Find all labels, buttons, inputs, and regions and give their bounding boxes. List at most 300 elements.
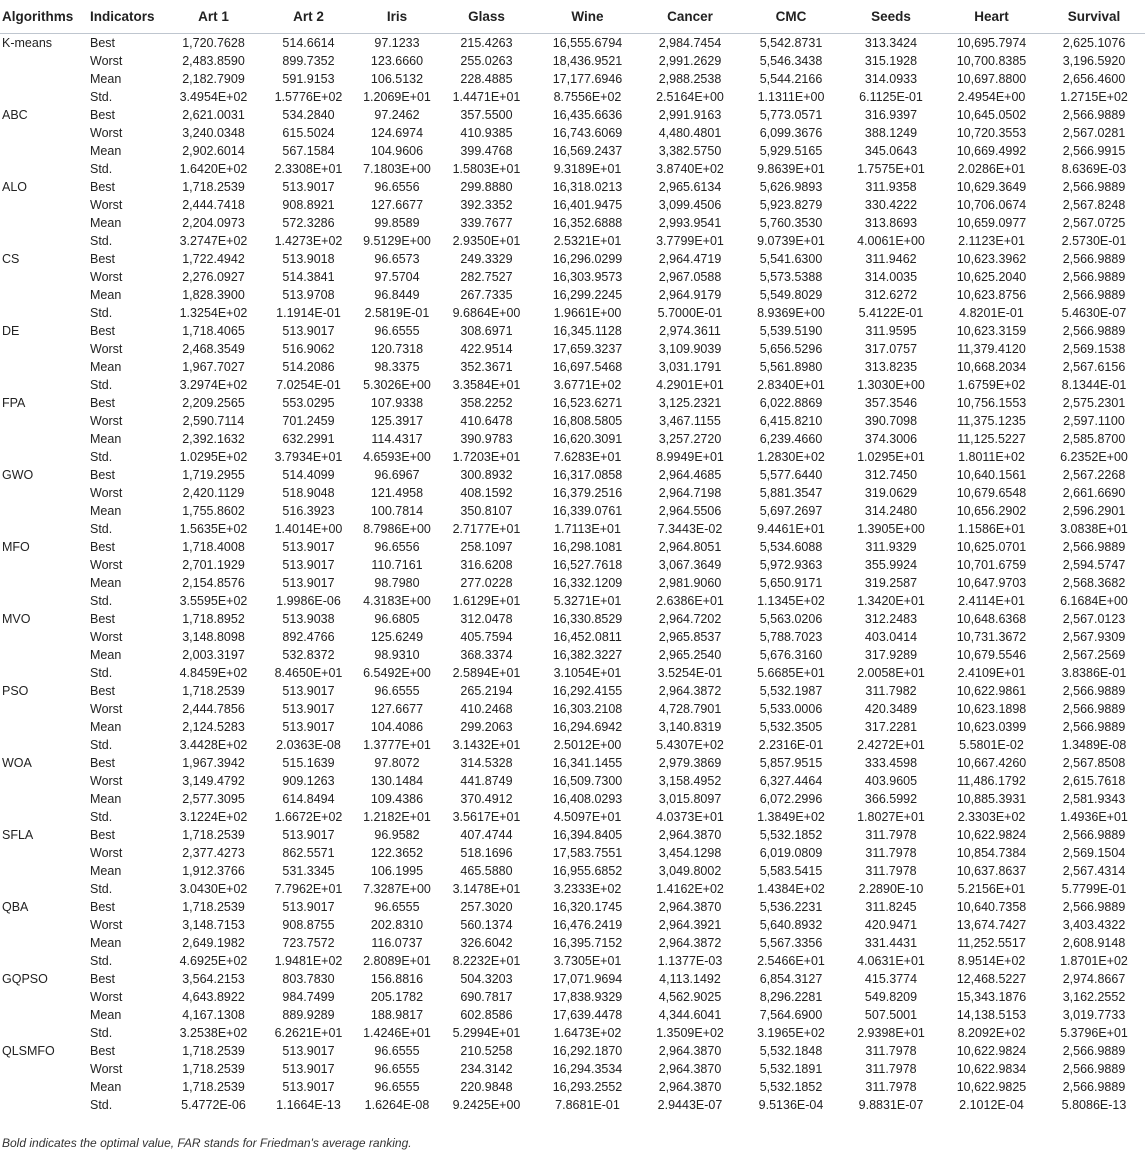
value-cell: 2,965.8537 bbox=[658, 630, 722, 644]
value-cell: 6,072.2996 bbox=[759, 792, 823, 806]
value-cell: 258.1097 bbox=[460, 540, 513, 554]
indicator-cell: Best bbox=[90, 1044, 116, 1058]
value-cell: 591.9153 bbox=[282, 72, 335, 86]
table-row bbox=[0, 700, 1145, 718]
value-cell: 567.1584 bbox=[282, 144, 335, 158]
value-cell: 6,099.3676 bbox=[759, 126, 823, 140]
value-cell: 8.9369E+00 bbox=[757, 306, 825, 320]
value-cell: 10,623.3159 bbox=[956, 324, 1027, 338]
value-cell: 410.9385 bbox=[460, 126, 513, 140]
value-cell: 16,318.0213 bbox=[552, 180, 623, 194]
value-cell: 317.0757 bbox=[864, 342, 918, 356]
value-cell: 10,622.9825 bbox=[956, 1080, 1027, 1094]
value-cell: 210.5258 bbox=[460, 1044, 513, 1058]
algorithm-cell: DE bbox=[2, 324, 20, 338]
algorithm-cell bbox=[0, 736, 86, 754]
algorithm-cell: GWO bbox=[2, 468, 34, 482]
value-cell: 10,701.6759 bbox=[956, 558, 1027, 572]
value-cell: 5.4122E-01 bbox=[858, 306, 924, 320]
value-cell: 10,637.8637 bbox=[956, 864, 1027, 878]
value-cell: 2,967.0588 bbox=[658, 270, 722, 284]
value-cell: 1,718.2539 bbox=[182, 180, 245, 194]
algorithm-cell bbox=[0, 502, 86, 520]
value-cell: 2,392.1632 bbox=[182, 432, 245, 446]
value-cell: 2,964.5506 bbox=[658, 504, 722, 518]
value-cell: 899.7352 bbox=[282, 54, 335, 68]
value-cell: 1.4014E+00 bbox=[274, 522, 343, 536]
value-cell: 2,483.8590 bbox=[182, 54, 245, 68]
value-cell: 1.6264E-08 bbox=[364, 1098, 430, 1112]
value-cell: 516.3923 bbox=[282, 504, 335, 518]
algorithm-cell bbox=[0, 844, 86, 862]
value-cell: 350.8107 bbox=[460, 504, 513, 518]
value-cell: 2.2316E-01 bbox=[758, 738, 824, 752]
value-cell: 2,276.0927 bbox=[182, 270, 245, 284]
value-cell: 4.0061E+00 bbox=[857, 234, 925, 248]
value-cell: 1.4273E+02 bbox=[274, 234, 343, 248]
value-cell: 2,625.1076 bbox=[1062, 36, 1126, 50]
value-cell: 11,252.5517 bbox=[957, 936, 1026, 950]
table-header-row bbox=[0, 0, 1145, 34]
value-cell: 2,575.2301 bbox=[1062, 396, 1126, 410]
algorithm-cell: QBA bbox=[2, 900, 29, 914]
value-cell: 16,394.8405 bbox=[552, 828, 623, 842]
value-cell: 107.9338 bbox=[370, 396, 424, 410]
value-cell: 513.9017 bbox=[282, 540, 335, 554]
value-cell: 311.8245 bbox=[865, 900, 917, 914]
value-cell: 465.5880 bbox=[460, 864, 513, 878]
indicator-cell: Worst bbox=[90, 558, 123, 572]
value-cell: 5,573.5388 bbox=[759, 270, 823, 284]
value-cell: 1,718.4008 bbox=[182, 540, 245, 554]
value-cell: 392.3352 bbox=[460, 198, 513, 212]
algorithm-cell bbox=[0, 808, 86, 826]
indicator-cell: Mean bbox=[90, 864, 122, 878]
value-cell: 3,467.1155 bbox=[659, 414, 721, 428]
value-cell: 1.1914E-01 bbox=[276, 306, 341, 320]
value-cell: 2,569.1504 bbox=[1062, 846, 1126, 860]
table-row bbox=[0, 304, 1145, 322]
value-cell: 267.7335 bbox=[460, 288, 513, 302]
value-cell: 311.9329 bbox=[865, 540, 917, 554]
value-cell: 16,555.6794 bbox=[552, 36, 623, 50]
column-header: Cancer bbox=[667, 9, 713, 24]
value-cell: 513.9708 bbox=[282, 288, 335, 302]
table-row bbox=[0, 70, 1145, 88]
value-cell: 5.3271E+01 bbox=[553, 594, 622, 608]
value-cell: 313.8693 bbox=[864, 216, 918, 230]
value-cell: 5,583.5415 bbox=[759, 864, 823, 878]
indicator-cell: Worst bbox=[90, 1062, 123, 1076]
value-cell: 314.5328 bbox=[460, 756, 513, 770]
value-cell: 314.0035 bbox=[864, 270, 918, 284]
value-cell: 1.8701E+02 bbox=[1060, 954, 1128, 968]
algorithm-cell bbox=[0, 1078, 86, 1096]
algorithm-cell bbox=[0, 1006, 86, 1024]
value-cell: 10,679.6548 bbox=[956, 486, 1027, 500]
indicator-cell: Worst bbox=[90, 486, 123, 500]
indicator-cell: Mean bbox=[90, 1008, 122, 1022]
value-cell: 10,625.2040 bbox=[956, 270, 1027, 284]
value-cell: 9.2425E+00 bbox=[452, 1098, 521, 1112]
value-cell: 1.4246E+01 bbox=[363, 1026, 431, 1040]
value-cell: 2,965.6134 bbox=[658, 180, 722, 194]
value-cell: 1.9661E+00 bbox=[553, 306, 622, 320]
value-cell: 2,566.9915 bbox=[1062, 144, 1126, 158]
value-cell: 9.3189E+01 bbox=[553, 162, 622, 176]
value-cell: 518.1696 bbox=[460, 846, 513, 860]
value-cell: 5,533.0006 bbox=[759, 702, 823, 716]
value-cell: 2,597.1100 bbox=[1063, 414, 1125, 428]
value-cell: 10,645.0502 bbox=[956, 108, 1027, 122]
value-cell: 6,019.0809 bbox=[759, 846, 823, 860]
table-row bbox=[0, 646, 1145, 664]
value-cell: 9.0739E+01 bbox=[757, 234, 825, 248]
value-cell: 249.3329 bbox=[460, 252, 513, 266]
value-cell: 16,293.2552 bbox=[552, 1080, 623, 1094]
value-cell: 106.1995 bbox=[370, 864, 424, 878]
value-cell: 16,330.8529 bbox=[552, 612, 623, 626]
algorithm-cell bbox=[0, 304, 86, 322]
algorithm-cell: GQPSO bbox=[2, 972, 48, 986]
value-cell: 6.2352E+00 bbox=[1060, 450, 1128, 464]
value-cell: 5,542.8731 bbox=[759, 36, 823, 50]
algorithm-cell: FPA bbox=[2, 396, 26, 410]
value-cell: 2,567.2268 bbox=[1062, 468, 1126, 482]
value-cell: 1,718.2539 bbox=[182, 900, 245, 914]
value-cell: 2.1123E+01 bbox=[958, 234, 1025, 248]
algorithm-cell bbox=[0, 862, 86, 880]
value-cell: 5,626.9893 bbox=[759, 180, 823, 194]
value-cell: 2,567.0281 bbox=[1062, 126, 1126, 140]
value-cell: 2,566.9889 bbox=[1062, 108, 1126, 122]
indicator-cell: Worst bbox=[90, 126, 123, 140]
table-row bbox=[0, 448, 1145, 466]
value-cell: 803.7830 bbox=[282, 972, 335, 986]
value-cell: 1,718.2539 bbox=[182, 1044, 245, 1058]
value-cell: 2,444.7418 bbox=[182, 198, 245, 212]
value-cell: 96.8449 bbox=[374, 288, 420, 302]
table-row bbox=[0, 358, 1145, 376]
value-cell: 2,991.2629 bbox=[658, 54, 722, 68]
value-cell: 96.6555 bbox=[374, 1062, 420, 1076]
value-cell: 5,549.8029 bbox=[759, 288, 823, 302]
column-header: Glass bbox=[468, 9, 505, 24]
table-row bbox=[0, 610, 1145, 628]
value-cell: 410.2468 bbox=[460, 702, 513, 716]
value-cell: 2,621.0031 bbox=[182, 108, 245, 122]
value-cell: 615.5024 bbox=[282, 126, 335, 140]
value-cell: 1,967.7027 bbox=[182, 360, 245, 374]
value-cell: 2,577.3095 bbox=[182, 792, 245, 806]
value-cell: 1.3509E+02 bbox=[656, 1026, 724, 1040]
value-cell: 5.4772E-06 bbox=[181, 1098, 246, 1112]
value-cell: 188.9817 bbox=[370, 1008, 424, 1022]
value-cell: 110.7161 bbox=[371, 558, 423, 572]
value-cell: 17,659.3237 bbox=[552, 342, 623, 356]
value-cell: 1,719.2955 bbox=[182, 468, 245, 482]
value-cell: 1.2182E+01 bbox=[363, 810, 431, 824]
value-cell: 316.9397 bbox=[864, 108, 918, 122]
algorithm-cell: WOA bbox=[2, 756, 32, 770]
indicator-cell: Std. bbox=[90, 810, 113, 824]
value-cell: 9.8831E-07 bbox=[858, 1098, 924, 1112]
value-cell: 3,015.8097 bbox=[658, 792, 722, 806]
value-cell: 3.2538E+02 bbox=[179, 1026, 248, 1040]
value-cell: 96.6967 bbox=[374, 468, 420, 482]
value-cell: 2.5321E+01 bbox=[553, 234, 622, 248]
table-row bbox=[0, 970, 1145, 988]
value-cell: 5,881.3547 bbox=[759, 486, 823, 500]
value-cell: 2,965.2540 bbox=[658, 648, 722, 662]
value-cell: 2.0363E-08 bbox=[276, 738, 341, 752]
value-cell: 17,639.4478 bbox=[552, 1008, 623, 1022]
indicator-cell: Worst bbox=[90, 702, 123, 716]
value-cell: 5,532.1987 bbox=[759, 684, 823, 698]
value-cell: 614.8494 bbox=[282, 792, 335, 806]
value-cell: 2,649.1982 bbox=[182, 936, 245, 950]
value-cell: 8.7556E+02 bbox=[553, 90, 622, 104]
value-cell: 10,659.0977 bbox=[956, 216, 1027, 230]
value-cell: 8.9514E+02 bbox=[957, 954, 1026, 968]
table-row bbox=[0, 538, 1145, 556]
value-cell: 889.9289 bbox=[282, 1008, 335, 1022]
table-row bbox=[0, 1024, 1145, 1042]
value-cell: 3.1965E+02 bbox=[757, 1026, 825, 1040]
value-cell: 2,566.9889 bbox=[1062, 1062, 1126, 1076]
indicator-cell: Std. bbox=[90, 306, 113, 320]
table-row bbox=[0, 52, 1145, 70]
value-cell: 513.9017 bbox=[282, 324, 335, 338]
value-cell: 3,099.4506 bbox=[658, 198, 722, 212]
value-cell: 2,964.3870 bbox=[658, 900, 722, 914]
value-cell: 96.6555 bbox=[374, 1044, 420, 1058]
value-cell: 7.7962E+01 bbox=[274, 882, 343, 896]
value-cell: 10,656.2902 bbox=[956, 504, 1027, 518]
table-row bbox=[0, 88, 1145, 106]
value-cell: 4.3183E+00 bbox=[363, 594, 431, 608]
value-cell: 7.3443E-02 bbox=[657, 522, 723, 536]
value-cell: 2,566.9889 bbox=[1062, 252, 1126, 266]
value-cell: 127.6677 bbox=[370, 198, 424, 212]
value-cell: 3.4428E+02 bbox=[179, 738, 248, 752]
value-cell: 5,857.9515 bbox=[759, 756, 823, 770]
value-cell: 10,629.3649 bbox=[956, 180, 1027, 194]
value-cell: 3.1478E+01 bbox=[452, 882, 521, 896]
value-cell: 1.7575E+01 bbox=[857, 162, 925, 176]
value-cell: 10,622.9861 bbox=[956, 684, 1027, 698]
value-cell: 1.8011E+02 bbox=[958, 450, 1025, 464]
value-cell: 5,563.0206 bbox=[759, 612, 823, 626]
table-row bbox=[0, 106, 1145, 124]
value-cell: 2,608.9148 bbox=[1062, 936, 1126, 950]
value-cell: 2,964.4685 bbox=[658, 468, 722, 482]
value-cell: 125.6249 bbox=[370, 630, 424, 644]
value-cell: 5,760.3530 bbox=[759, 216, 823, 230]
value-cell: 2,566.9889 bbox=[1062, 1044, 1126, 1058]
value-cell: 4.6925E+02 bbox=[179, 954, 248, 968]
value-cell: 16,332.1209 bbox=[552, 576, 623, 590]
value-cell: 1,718.4065 bbox=[182, 324, 245, 338]
value-cell: 16,296.0299 bbox=[552, 252, 623, 266]
value-cell: 4.8201E-01 bbox=[959, 306, 1024, 320]
value-cell: 5.7799E-01 bbox=[1061, 882, 1127, 896]
value-cell: 403.9605 bbox=[864, 774, 918, 788]
indicator-cell: Worst bbox=[90, 270, 123, 284]
value-cell: 514.4099 bbox=[282, 468, 335, 482]
value-cell: 311.7978 bbox=[865, 1080, 917, 1094]
column-header: Wine bbox=[571, 9, 604, 24]
value-cell: 2,566.9889 bbox=[1062, 900, 1126, 914]
algorithm-cell bbox=[0, 664, 86, 682]
value-cell: 2,979.3869 bbox=[658, 756, 722, 770]
value-cell: 16,303.9573 bbox=[552, 270, 623, 284]
algorithm-cell: MVO bbox=[2, 612, 31, 626]
value-cell: 1.7113E+01 bbox=[554, 522, 621, 536]
value-cell: 1.1664E-13 bbox=[276, 1098, 341, 1112]
value-cell: 3,148.8098 bbox=[182, 630, 245, 644]
table-row bbox=[0, 772, 1145, 790]
value-cell: 5,546.3438 bbox=[759, 54, 823, 68]
algorithm-cell bbox=[0, 952, 86, 970]
value-cell: 2,567.0725 bbox=[1062, 216, 1126, 230]
value-cell: 96.6555 bbox=[374, 324, 420, 338]
value-cell: 100.7814 bbox=[370, 504, 424, 518]
value-cell: 96.9582 bbox=[374, 828, 420, 842]
table-row bbox=[0, 1078, 1145, 1096]
table-row bbox=[0, 502, 1145, 520]
value-cell: 2,964.3921 bbox=[658, 918, 722, 932]
value-cell: 1,718.2539 bbox=[182, 1080, 245, 1094]
value-cell: 1.1377E-03 bbox=[657, 954, 723, 968]
value-cell: 2,661.6690 bbox=[1062, 486, 1126, 500]
value-cell: 984.7499 bbox=[282, 990, 335, 1004]
value-cell: 10,667.4260 bbox=[956, 756, 1027, 770]
value-cell: 4.0631E+01 bbox=[857, 954, 925, 968]
value-cell: 255.0263 bbox=[460, 54, 513, 68]
value-cell: 2,964.3870 bbox=[658, 1062, 722, 1076]
table-row bbox=[0, 484, 1145, 502]
value-cell: 701.2459 bbox=[282, 414, 335, 428]
value-cell: 316.6208 bbox=[460, 558, 513, 572]
value-cell: 2,594.5747 bbox=[1062, 558, 1126, 572]
value-cell: 9.4461E+01 bbox=[757, 522, 825, 536]
table-row bbox=[0, 898, 1145, 916]
table-body bbox=[0, 34, 1145, 1115]
value-cell: 10,695.7974 bbox=[956, 36, 1027, 50]
value-cell: 2,124.5283 bbox=[182, 720, 245, 734]
column-header: Survival bbox=[1067, 9, 1121, 24]
value-cell: 1,967.3942 bbox=[182, 756, 245, 770]
value-cell: 10,623.1898 bbox=[956, 702, 1027, 716]
value-cell: 104.9606 bbox=[370, 144, 424, 158]
value-cell: 16,294.3534 bbox=[552, 1062, 623, 1076]
value-cell: 10,623.0399 bbox=[956, 720, 1027, 734]
value-cell: 2.5730E-01 bbox=[1061, 234, 1127, 248]
value-cell: 11,375.1235 bbox=[957, 414, 1026, 428]
value-cell: 374.3006 bbox=[864, 432, 918, 446]
value-cell: 2,468.3549 bbox=[182, 342, 245, 356]
value-cell: 311.7978 bbox=[865, 1044, 917, 1058]
value-cell: 2,567.8508 bbox=[1062, 756, 1126, 770]
value-cell: 1,718.8952 bbox=[182, 612, 245, 626]
value-cell: 5,534.6088 bbox=[759, 540, 823, 554]
column-header: Art 1 bbox=[198, 9, 229, 24]
value-cell: 299.8880 bbox=[460, 180, 513, 194]
indicator-cell: Mean bbox=[90, 72, 122, 86]
value-cell: 5,697.2697 bbox=[759, 504, 823, 518]
value-cell: 5.2994E+01 bbox=[452, 1026, 521, 1040]
value-cell: 3,257.2720 bbox=[658, 432, 722, 446]
value-cell: 5,539.5190 bbox=[759, 324, 823, 338]
value-cell: 357.5500 bbox=[460, 108, 513, 122]
value-cell: 16,523.6271 bbox=[552, 396, 623, 410]
value-cell: 317.9289 bbox=[864, 648, 918, 662]
value-cell: 3,162.2552 bbox=[1062, 990, 1126, 1004]
algorithm-cell bbox=[0, 520, 86, 538]
indicator-cell: Worst bbox=[90, 846, 123, 860]
table-row bbox=[0, 142, 1145, 160]
value-cell: 2,964.3872 bbox=[658, 936, 722, 950]
value-cell: 5,577.6440 bbox=[759, 468, 823, 482]
value-cell: 3,149.4792 bbox=[182, 774, 245, 788]
value-cell: 311.7978 bbox=[865, 1062, 917, 1076]
value-cell: 6,415.8210 bbox=[759, 414, 823, 428]
value-cell: 3,196.5920 bbox=[1062, 54, 1126, 68]
algorithm-cell bbox=[0, 448, 86, 466]
table-row bbox=[0, 808, 1145, 826]
table-row bbox=[0, 826, 1145, 844]
value-cell: 513.9018 bbox=[282, 252, 335, 266]
value-cell: 2,420.1129 bbox=[182, 486, 245, 500]
value-cell: 370.4912 bbox=[460, 792, 513, 806]
value-cell: 534.2840 bbox=[282, 108, 335, 122]
value-cell: 96.6573 bbox=[374, 252, 420, 266]
value-cell: 2,567.4314 bbox=[1062, 864, 1126, 878]
indicator-cell: Std. bbox=[90, 594, 113, 608]
indicator-cell: Best bbox=[90, 396, 116, 410]
value-cell: 4,562.9025 bbox=[658, 990, 722, 1004]
value-cell: 330.4222 bbox=[864, 198, 918, 212]
table-row bbox=[0, 1042, 1145, 1060]
value-cell: 312.2483 bbox=[864, 612, 918, 626]
value-cell: 18,436.9521 bbox=[552, 54, 623, 68]
value-cell: 4.5097E+01 bbox=[553, 810, 622, 824]
algorithm-cell: ALO bbox=[2, 180, 28, 194]
indicator-cell: Best bbox=[90, 900, 116, 914]
value-cell: 16,341.1455 bbox=[552, 756, 623, 770]
table-row bbox=[0, 160, 1145, 178]
value-cell: 16,476.2419 bbox=[552, 918, 623, 932]
indicator-cell: Std. bbox=[90, 90, 113, 104]
value-cell: 2.4272E+01 bbox=[857, 738, 925, 752]
value-cell: 1.3030E+00 bbox=[857, 378, 925, 392]
value-cell: 10,625.0701 bbox=[956, 540, 1027, 554]
table-row bbox=[0, 664, 1145, 682]
value-cell: 5,536.2231 bbox=[759, 900, 823, 914]
value-cell: 116.0737 bbox=[371, 936, 423, 950]
value-cell: 2,974.3611 bbox=[659, 324, 721, 338]
value-cell: 513.9038 bbox=[282, 612, 335, 626]
value-cell: 16,620.3091 bbox=[552, 432, 623, 446]
value-cell: 8.6369E-03 bbox=[1061, 162, 1127, 176]
value-cell: 2,566.9889 bbox=[1062, 702, 1126, 716]
value-cell: 3.0430E+02 bbox=[179, 882, 248, 896]
value-cell: 314.2480 bbox=[864, 504, 918, 518]
value-cell: 228.4885 bbox=[460, 72, 513, 86]
algorithm-cell bbox=[0, 268, 86, 286]
value-cell: 2,566.9889 bbox=[1062, 540, 1126, 554]
